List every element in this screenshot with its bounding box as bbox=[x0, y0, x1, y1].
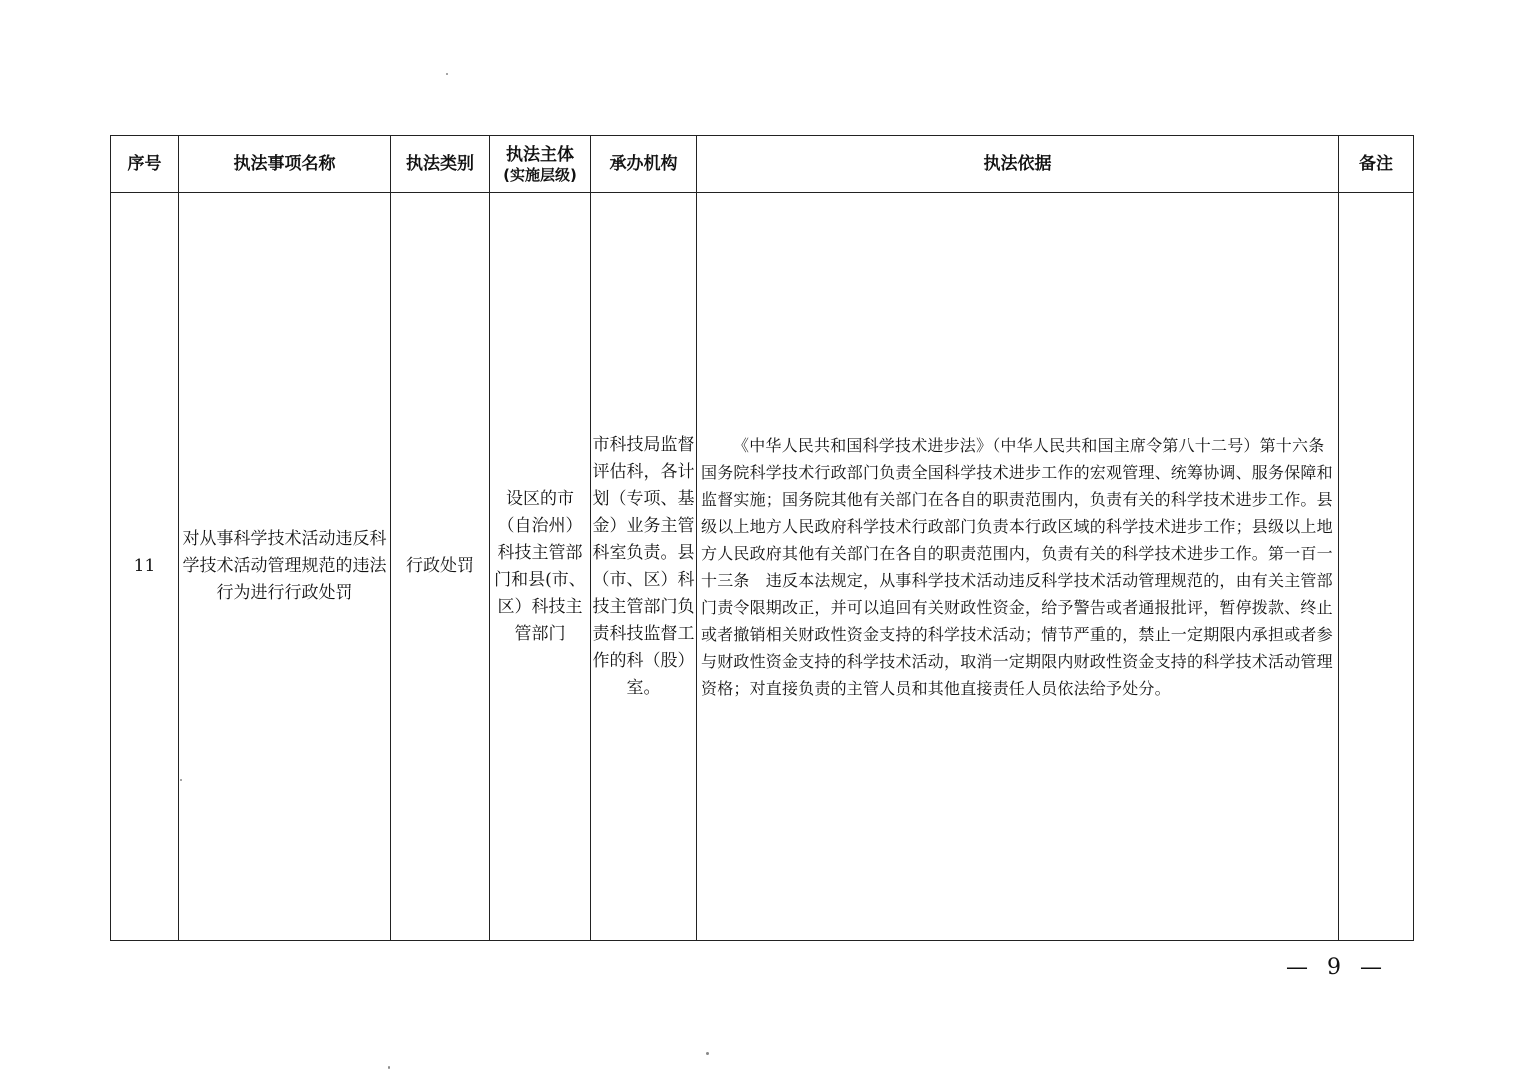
header-item-name: 执法事项名称 bbox=[179, 136, 391, 193]
header-basis: 执法依据 bbox=[697, 136, 1339, 193]
header-serial: 序号 bbox=[111, 136, 179, 193]
page-number: — 9 — bbox=[1286, 955, 1388, 980]
scan-speck bbox=[180, 779, 182, 781]
scan-speck bbox=[706, 1052, 709, 1055]
cell-agency: 市科技局监督评估科，各计划（专项、基金）业务主管科室负责。县（市、区）科技主管部门负责科技监督工作的科（股）室。 bbox=[591, 193, 697, 941]
header-subject-sub: (实施层级) bbox=[503, 166, 577, 184]
table-header-row bbox=[111, 136, 1414, 193]
cell-subject: 设区的市（自治州）科技主管部门和县(市、区）科技主管部门 bbox=[490, 193, 591, 941]
header-subject bbox=[490, 136, 591, 193]
scan-speck bbox=[388, 1066, 390, 1069]
cell-serial: 11 bbox=[111, 193, 179, 941]
cell-remarks bbox=[1339, 193, 1414, 941]
header-category: 执法类别 bbox=[391, 136, 490, 193]
header-remarks: 备注 bbox=[1339, 136, 1414, 193]
cell-category: 行政处罚 bbox=[391, 193, 490, 941]
enforcement-table bbox=[110, 135, 1414, 941]
scan-speck bbox=[446, 73, 448, 75]
header-agency: 承办机构 bbox=[591, 136, 697, 193]
cell-item-name: 对从事科学技术活动违反科学技术活动管理规范的违法行为进行行政处罚 bbox=[179, 193, 391, 941]
header-subject-main: 执法主体 bbox=[506, 145, 574, 165]
cell-basis: 《中华人民共和国科学技术进步法》（中华人民共和国主席令第八十二号）第十六条 国务院科学技术行政部门负责全国科学技术进步工作的宏观管理、统筹协调、服务保障和监督实施；国务院其他有关部门在各自的职责范围内，负责有关的科学技术进步工作。县级以上地方人民政府科学技术行政部门负责本行政区域的科学技术进步工作；县级以上地方人民政府其他有关部门在各自的职责范围内，负责有关的科学技术进步工作。第一百一十三条 违反本法规定，从事科学技术活动违反科学技术活动管理规范的，由有关主管部门责令限期改正，并可以追回有关财政性资金，给予警告或者通报批评，暂停拨款、终止或者撤销相关财政性资金支持的科学技术活动；情节严重的，禁止一定期限内承担或者参与财政性资金支持的科学技术活动，取消一定期限内财政性资金支持的科学技术活动管理资格；对直接负责的主管人员和其他直接责任人员依法给予处分。 bbox=[697, 193, 1339, 941]
table-row bbox=[111, 193, 1414, 941]
